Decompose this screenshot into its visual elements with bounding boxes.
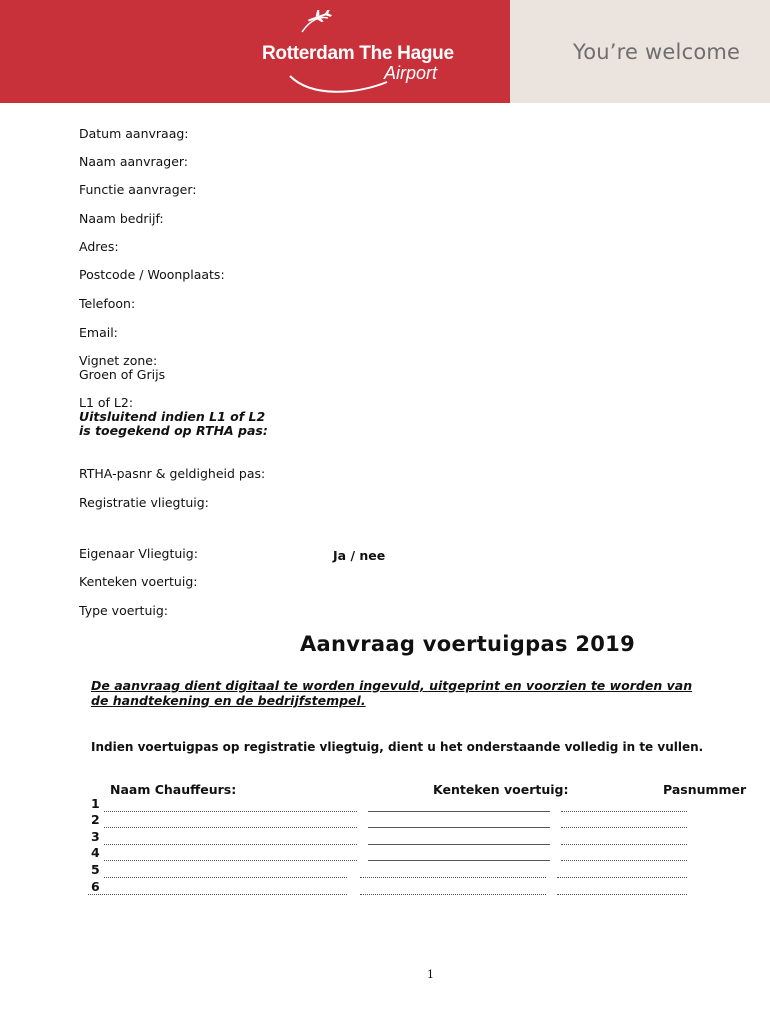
field-label-kenteken: Kenteken voertuig:	[79, 574, 198, 589]
vignet-sublabel: Groen of Grijs	[79, 367, 166, 382]
l1l2-label: L1 of L2:	[79, 395, 134, 410]
plate-line-4[interactable]	[368, 860, 550, 861]
row-number-2: 2	[91, 812, 100, 827]
pass-line-2[interactable]	[561, 827, 687, 828]
field-label-functie: Functie aanvrager:	[79, 182, 197, 197]
row-number-3: 3	[91, 829, 100, 844]
pass-line-1[interactable]	[561, 811, 687, 812]
plate-line-5[interactable]	[360, 877, 546, 878]
plate-line-3[interactable]	[368, 844, 550, 845]
field-label-l1l2	[79, 396, 268, 438]
name-line-5[interactable]	[104, 877, 347, 878]
page-title: Aanvraag voertuigpas 2019	[300, 632, 635, 656]
pass-line-4[interactable]	[561, 860, 687, 861]
plate-line-6[interactable]	[360, 894, 546, 895]
notice-text	[91, 678, 692, 708]
name-line-3[interactable]	[104, 844, 357, 845]
field-label-registratie: Registratie vliegtuig:	[79, 495, 209, 510]
field-label-email: Email:	[79, 325, 118, 340]
row-number-6: 6	[91, 879, 100, 894]
l1l2-note-line2: is toegekend op RTHA pas:	[79, 423, 268, 438]
field-label-type: Type voertuig:	[79, 603, 169, 618]
logo-subtitle: Airport	[384, 63, 438, 83]
vignet-label: Vignet zone:	[79, 353, 158, 368]
pass-line-5[interactable]	[557, 877, 687, 878]
field-label-telefoon: Telefoon:	[79, 296, 136, 311]
field-label-postcode: Postcode / Woonplaats:	[79, 267, 225, 282]
plate-line-2[interactable]	[368, 827, 550, 828]
logo-title: Rotterdam The Hague	[262, 43, 454, 64]
field-label-datum: Datum aanvraag:	[79, 126, 189, 141]
field-label-naam-aanvrager: Naam aanvrager:	[79, 154, 189, 169]
row-number-4: 4	[91, 845, 100, 860]
field-label-rtha-pasnr: RTHA-pasnr & geldigheid pas:	[79, 466, 266, 481]
name-line-4[interactable]	[104, 860, 357, 861]
notice-line-1: De aanvraag dient digitaal te worden ingevuld, uitgeprint en voorzien te worden van	[91, 678, 693, 693]
field-label-adres: Adres:	[79, 239, 119, 254]
row-number-5: 5	[91, 862, 100, 877]
l1l2-note-line1: Uitsluitend indien L1 of L2	[79, 409, 266, 424]
row-number-1: 1	[91, 796, 100, 811]
page-number: 1	[427, 968, 434, 981]
field-label-vignet	[79, 354, 165, 382]
field-label-eigenaar: Eigenaar Vliegtuig:	[79, 546, 198, 561]
pass-line-3[interactable]	[561, 844, 687, 845]
pass-line-6[interactable]	[557, 894, 687, 895]
column-header-kenteken: Kenteken voertuig:	[433, 782, 569, 797]
column-header-pasnummer: Pasnummer	[663, 782, 747, 797]
name-line-1[interactable]	[104, 811, 357, 812]
owner-choice: Ja / nee	[333, 548, 386, 563]
airport-logo	[262, 10, 462, 94]
field-label-bedrijf: Naam bedrijf:	[79, 211, 164, 226]
notice-line-2: de handtekening en de bedrijfstempel.	[91, 693, 366, 708]
header-tagline: You’re welcome	[573, 40, 741, 64]
instruction-text: Indien voertuigpas op registratie vliegtuig, dient u het onderstaande volledig in te vullen.	[91, 740, 704, 754]
plate-line-1[interactable]	[368, 811, 550, 812]
name-line-6[interactable]	[88, 894, 347, 895]
column-header-chauffeurs: Naam Chauffeurs:	[110, 782, 237, 797]
name-line-2[interactable]	[104, 827, 357, 828]
